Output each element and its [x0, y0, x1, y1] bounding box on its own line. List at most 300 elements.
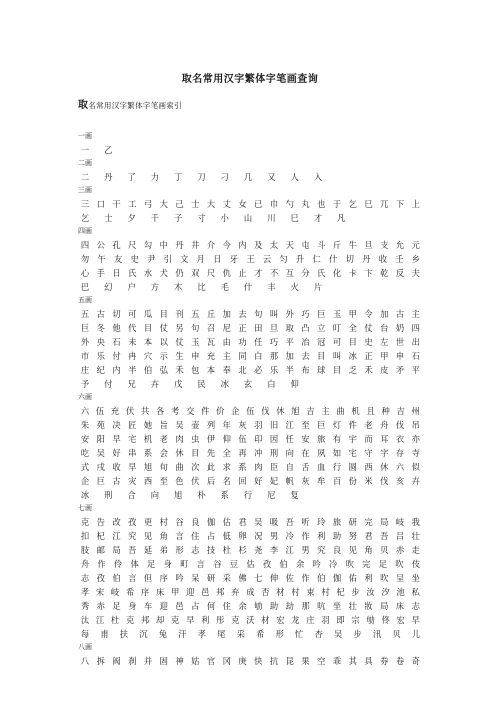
character: 付	[104, 379, 113, 389]
character: 火	[290, 282, 299, 292]
character: 小	[220, 213, 229, 223]
character: 早	[186, 615, 195, 625]
character: 尺	[206, 268, 216, 278]
character: 又	[267, 172, 276, 182]
character: 秀	[80, 601, 90, 611]
character: 即	[336, 615, 345, 625]
character: 克	[231, 615, 240, 625]
character: 矛	[395, 365, 405, 375]
character-row	[78, 446, 423, 460]
character: 丹	[175, 240, 184, 250]
character: 冰	[80, 490, 90, 500]
character: 乐	[96, 351, 105, 361]
character: 而	[364, 434, 373, 444]
character: 才	[313, 213, 323, 223]
character: 呈	[395, 573, 405, 583]
character: 沉	[139, 629, 148, 639]
character: 伶	[113, 559, 123, 569]
character: 田	[254, 323, 263, 333]
character: 目	[348, 337, 357, 347]
character: 木	[174, 282, 183, 292]
character: 巧	[301, 309, 310, 319]
character: 床	[156, 587, 165, 597]
character: 列	[206, 420, 216, 430]
character: 了	[127, 172, 136, 182]
character: 克	[80, 517, 90, 527]
character: 汰	[80, 615, 90, 625]
character: 杞	[96, 531, 105, 541]
character: 希	[256, 629, 265, 639]
character: 冉	[128, 351, 137, 361]
character: 本	[206, 365, 216, 375]
character: 考	[171, 406, 180, 416]
character: 吭	[317, 601, 326, 611]
character: 匀	[279, 254, 288, 264]
character: 干	[112, 199, 121, 209]
character: 收	[378, 254, 387, 264]
character: 色	[175, 476, 184, 486]
character: 佟	[381, 615, 390, 625]
character-row	[78, 266, 423, 280]
character: 名	[222, 476, 231, 486]
character-row	[78, 252, 423, 266]
character: 冈	[222, 656, 231, 666]
character: 在	[301, 448, 310, 458]
stroke-heading: 三画	[78, 186, 92, 194]
character: 吾	[380, 531, 389, 541]
character: 主	[222, 351, 231, 361]
character: 太	[269, 240, 279, 250]
character: 好	[254, 476, 263, 486]
character-row	[78, 613, 423, 627]
character-row	[78, 404, 423, 418]
character: 川	[267, 213, 276, 223]
character: 走	[411, 545, 420, 555]
character: 正	[364, 351, 373, 361]
character: 亦	[411, 434, 420, 444]
character: 言	[196, 559, 205, 569]
character: 旅	[332, 517, 342, 527]
character: 朱	[80, 420, 90, 430]
character: 官	[206, 656, 216, 666]
character: 伏	[191, 476, 200, 486]
character: 见	[348, 545, 357, 555]
character: 汝	[366, 587, 375, 597]
character: 件	[348, 420, 357, 430]
character: 孜	[96, 573, 105, 583]
character: 决	[112, 420, 121, 430]
character: 江	[285, 420, 294, 430]
character: 叫	[332, 351, 342, 361]
character: 种	[381, 406, 390, 416]
character-row	[78, 349, 423, 363]
character: 牙	[229, 254, 239, 264]
character: 旦	[364, 240, 373, 250]
character: 固	[159, 656, 168, 666]
character: 余	[295, 559, 305, 569]
character: 纪	[96, 365, 105, 375]
character: 西	[143, 476, 153, 486]
character: 收	[112, 462, 121, 472]
character: 那	[301, 601, 310, 611]
character: 刑	[269, 448, 279, 458]
character: 一	[80, 145, 90, 155]
character: 士	[104, 213, 113, 223]
character: 老	[364, 420, 373, 430]
stroke-heading: 二画	[78, 159, 92, 167]
character: 休	[175, 448, 184, 458]
character: 身	[128, 601, 137, 611]
character: 听	[301, 517, 310, 527]
character: 介	[206, 240, 216, 250]
character: 召	[206, 323, 216, 333]
character: 充	[110, 406, 120, 416]
character: 住	[222, 601, 231, 611]
character: 舟	[380, 420, 389, 430]
character: 巧	[269, 337, 279, 347]
character: 肉	[254, 462, 263, 472]
character: 斤	[332, 240, 342, 250]
character: 再	[238, 448, 247, 458]
character: 全	[348, 323, 357, 333]
character: 分	[301, 268, 310, 278]
character: 六	[80, 406, 90, 416]
character: 史	[130, 254, 139, 264]
character: 百	[332, 476, 342, 486]
character-row	[78, 515, 423, 529]
character: 双	[191, 268, 200, 278]
character: 下	[395, 199, 405, 209]
character: 灯	[332, 420, 342, 430]
character: 阀	[112, 656, 121, 666]
character: 足	[147, 559, 156, 569]
character: 力	[150, 172, 160, 182]
character-row	[78, 460, 423, 474]
character: 拆	[96, 656, 105, 666]
character: 企	[231, 406, 240, 416]
character: 目	[159, 309, 168, 319]
character: 付	[112, 351, 121, 361]
character: 作	[97, 559, 106, 569]
character: 石	[112, 337, 121, 347]
character: 扣	[80, 531, 90, 541]
character: 足	[112, 601, 121, 611]
character: 他	[112, 323, 121, 333]
character: 左	[380, 337, 389, 347]
character: 灰	[301, 476, 310, 486]
character: 有	[332, 434, 342, 444]
stroke-heading: 一画	[78, 132, 92, 140]
character: 形	[275, 629, 284, 639]
character: 占	[206, 531, 216, 541]
character: 妝	[364, 601, 373, 611]
character: 天	[285, 240, 294, 250]
character: 伏	[125, 406, 135, 416]
character: 卡	[348, 268, 357, 278]
stroke-heading: 八画	[78, 643, 92, 651]
character-row	[78, 599, 423, 613]
character: 况	[254, 531, 263, 541]
character: 我	[411, 517, 420, 527]
character: 印	[254, 434, 263, 444]
character: 局	[112, 545, 121, 555]
character: 宋	[95, 587, 105, 597]
character: 白	[254, 351, 263, 361]
character: 岐	[395, 517, 405, 527]
character: 戊	[174, 379, 183, 389]
character: 劫	[285, 601, 294, 611]
character: 卉	[411, 476, 420, 486]
character: 努	[348, 531, 357, 541]
character: 如	[332, 448, 342, 458]
character: 字	[380, 448, 389, 458]
character: 每	[80, 629, 90, 639]
character: 才	[254, 268, 263, 278]
character-row	[78, 307, 423, 321]
character: 企	[80, 476, 90, 486]
character: 于	[332, 199, 342, 209]
character: 予	[80, 379, 90, 389]
character: 研	[206, 573, 216, 583]
character: 言	[128, 573, 137, 583]
character: 方	[150, 282, 160, 292]
character: 早	[112, 434, 121, 444]
subtitle-lead: 取	[78, 100, 89, 111]
character-row	[78, 557, 423, 571]
character: 吉	[396, 406, 405, 416]
character: 作	[301, 531, 310, 541]
character: 杜	[110, 615, 120, 625]
character: 良	[332, 545, 342, 555]
stroke-heading: 六画	[78, 393, 92, 401]
character: 呆	[191, 573, 200, 583]
character: 石	[411, 351, 420, 361]
character-row	[78, 432, 423, 446]
character: 帆	[285, 476, 294, 486]
character: 否	[261, 587, 270, 597]
character: 衣	[395, 434, 405, 444]
character: 志	[411, 601, 420, 611]
character: 村	[291, 587, 300, 597]
character: 化	[332, 268, 342, 278]
character: 屯	[301, 240, 310, 250]
character: 旦	[269, 323, 279, 333]
character: 巾	[269, 199, 279, 209]
character: 空	[317, 656, 326, 666]
character: 沃	[246, 615, 255, 625]
character: 坐	[411, 573, 420, 583]
character: 公	[96, 240, 105, 250]
character: 犬	[159, 268, 168, 278]
character: 己	[175, 199, 184, 209]
stroke-section	[78, 294, 423, 391]
character-row	[78, 474, 423, 488]
character-row	[78, 143, 423, 157]
stroke-section	[78, 184, 423, 225]
character: 妃	[269, 476, 279, 486]
character: 曲	[336, 406, 345, 416]
character: 六	[395, 462, 405, 472]
character: 去	[238, 309, 247, 319]
character: 此	[206, 462, 216, 472]
character: 赤	[96, 601, 105, 611]
character: 巨	[317, 309, 326, 319]
character: 古	[96, 309, 105, 319]
character: 形	[175, 545, 184, 555]
character: 宗	[351, 615, 360, 625]
character: 宇	[348, 434, 357, 444]
character: 券	[380, 656, 389, 666]
character: 巨	[96, 476, 105, 486]
character: 告	[96, 517, 105, 527]
character: 匠	[128, 420, 137, 430]
character: 乞	[348, 199, 357, 209]
character-row	[78, 627, 423, 641]
character: 步	[353, 629, 362, 639]
character: 古	[112, 476, 121, 486]
character: 世	[395, 337, 405, 347]
character: 口	[96, 199, 105, 209]
character: 豆	[229, 559, 239, 569]
character: 序	[159, 573, 168, 583]
character: 目	[191, 448, 200, 458]
character: 汐	[381, 587, 390, 597]
character: 羽	[321, 615, 330, 625]
character: 克	[125, 615, 135, 625]
character: 山	[243, 213, 253, 223]
character: 吟	[175, 573, 184, 583]
character: 二	[80, 172, 90, 182]
character: 旬	[159, 462, 168, 472]
character: 勾	[143, 240, 153, 250]
character: 尼	[267, 490, 276, 500]
character: 户	[127, 282, 136, 292]
character: 伯	[112, 573, 121, 583]
character: 求	[222, 462, 231, 472]
character: 尼	[222, 323, 231, 333]
character: 旧	[269, 420, 279, 430]
character: 伍	[95, 406, 105, 416]
character: 奇	[411, 656, 420, 666]
character: 估	[246, 559, 255, 569]
character: 令	[364, 309, 373, 319]
character: 玉	[191, 337, 200, 347]
character: 利	[317, 531, 326, 541]
character: 谷	[213, 559, 222, 569]
character: 心	[80, 268, 90, 278]
character: 彤	[216, 615, 225, 625]
character-row	[78, 654, 423, 668]
character: 什	[243, 282, 253, 292]
document-subtitle	[78, 96, 182, 111]
character: 尹	[147, 254, 156, 264]
character: 但	[143, 573, 153, 583]
character: 球	[317, 365, 326, 375]
character: 切	[112, 309, 121, 319]
character: 夕	[127, 213, 136, 223]
character: 灰	[238, 420, 247, 430]
character-row	[78, 170, 423, 184]
character: 作	[301, 573, 310, 583]
character: 向	[150, 490, 160, 500]
character: 年	[222, 420, 231, 430]
character: 苑	[96, 420, 105, 430]
character: 吕	[395, 531, 405, 541]
character-row	[78, 238, 423, 252]
character: 利	[201, 615, 210, 625]
character: 加	[285, 351, 294, 361]
character: 村	[321, 587, 330, 597]
character: 弃	[231, 587, 240, 597]
character: 可	[332, 337, 342, 347]
character: 乏	[348, 365, 357, 375]
character: 谷	[175, 517, 184, 527]
character: 弟	[159, 545, 168, 555]
character-row	[78, 197, 423, 211]
character: 向	[285, 448, 294, 458]
character: 北	[238, 365, 247, 375]
character: 系	[238, 462, 247, 472]
character: 宅	[348, 448, 357, 458]
character: 句	[254, 309, 263, 319]
character: 孜	[262, 559, 272, 569]
character: 旭	[143, 462, 153, 472]
character: 包	[191, 365, 200, 375]
character: 利	[364, 573, 373, 583]
character: 取	[285, 323, 294, 333]
character: 玄	[243, 379, 253, 389]
character: 肢	[80, 545, 90, 555]
character: 内	[238, 240, 247, 250]
character: 份	[348, 476, 357, 486]
character: 快	[254, 656, 263, 666]
character: 冠	[317, 337, 326, 347]
character: 完	[364, 517, 373, 527]
character: 冰	[348, 351, 357, 361]
character: 夫	[411, 268, 420, 278]
character: 丹	[362, 254, 371, 264]
character: 同	[238, 351, 247, 361]
character: 价	[216, 406, 225, 416]
character: 功	[238, 337, 247, 347]
character: 冶	[301, 337, 310, 347]
character: 任	[285, 434, 294, 444]
stroke-heading: 四画	[78, 227, 92, 235]
character-row	[78, 280, 423, 294]
character: 支	[380, 240, 389, 250]
character: 平	[285, 337, 294, 347]
character: 大	[159, 199, 168, 209]
character: 完	[362, 559, 371, 569]
character: 灾	[128, 476, 137, 486]
character: 壬	[395, 254, 404, 264]
character: 局	[380, 601, 389, 611]
character: 民	[197, 379, 206, 389]
character: 工	[128, 199, 137, 209]
character: 吸	[269, 517, 279, 527]
character: 未	[128, 337, 137, 347]
character: 刁	[220, 172, 229, 182]
character: 采	[222, 573, 231, 583]
character: 改	[112, 517, 121, 527]
character: 羽	[254, 420, 263, 430]
stroke-index	[78, 130, 423, 668]
character: 甫	[100, 629, 109, 639]
character: 仗	[159, 323, 168, 333]
character: 五	[191, 309, 200, 319]
character: 共	[140, 406, 150, 416]
character: 助	[332, 531, 342, 541]
